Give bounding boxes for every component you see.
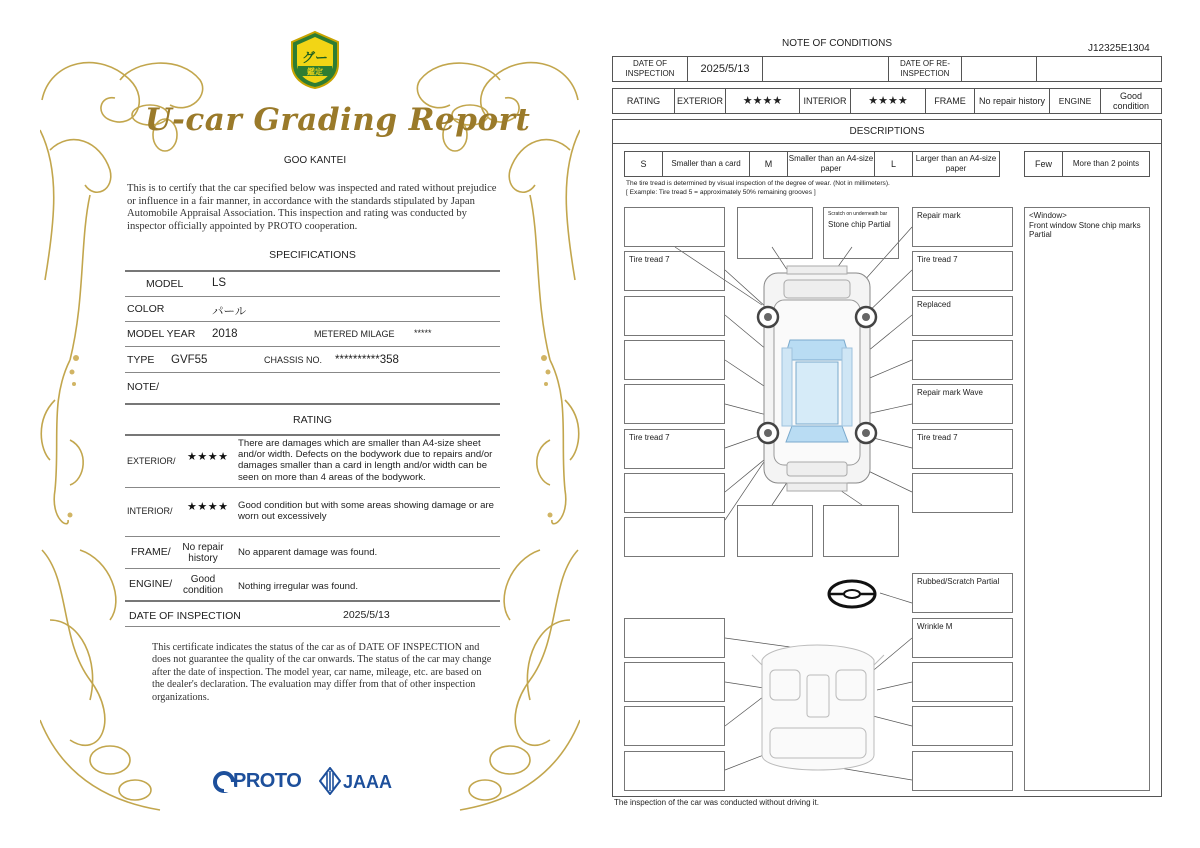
metered-mileage-value: *****	[414, 328, 432, 338]
jaaa-logo-text: JAAA	[343, 772, 393, 792]
model-label: MODEL	[146, 278, 184, 290]
note-box	[624, 207, 725, 247]
note-box: Repair mark	[912, 207, 1013, 247]
svg-text:グー: グー	[301, 51, 329, 66]
interior-label: INTERIOR	[799, 88, 851, 114]
note-box	[624, 340, 725, 380]
note-box: Tire tread 7	[912, 251, 1013, 291]
divider	[125, 434, 500, 436]
interior-stars: ★★★★	[850, 88, 926, 114]
window-note-text: Front window Stone chip marks Partial	[1029, 220, 1141, 239]
color-label: COLOR	[127, 303, 165, 315]
frame-label: FRAME/	[131, 546, 171, 558]
rating-heading: RATING	[293, 414, 332, 426]
note-box	[823, 207, 899, 259]
reinspection-value	[961, 56, 1037, 82]
divider	[125, 487, 500, 488]
date-of-inspection-value: 2025/5/13	[343, 609, 390, 621]
note-box	[624, 706, 725, 746]
divider	[125, 296, 500, 297]
frame-description: No apparent damage was found.	[238, 547, 378, 558]
legend-few-code: Few	[1024, 151, 1063, 177]
legend-s-code: S	[624, 151, 663, 177]
exterior-stars: ★★★★	[187, 450, 229, 463]
exterior-label: EXTERIOR/	[127, 456, 176, 466]
note-box: Tire tread 7	[624, 429, 725, 469]
model-year-label: MODEL YEAR	[127, 328, 196, 340]
divider	[125, 403, 500, 405]
engine-description: Nothing irregular was found.	[238, 581, 358, 592]
engine-value: Good condition	[182, 574, 224, 597]
note-box	[624, 662, 725, 702]
note-box	[912, 662, 1013, 702]
legend-l-text: Larger than an A4-size paper	[912, 151, 1000, 177]
blank-cell	[762, 56, 889, 82]
date-of-inspection-label: DATE OF INSPECTION	[612, 56, 688, 82]
model-value: LS	[212, 277, 227, 289]
legend-s-text: Smaller than a card	[662, 151, 750, 177]
specifications-heading: SPECIFICATIONS	[269, 249, 356, 261]
frame-value: No repair history	[974, 88, 1050, 114]
color-value: パール	[212, 306, 247, 318]
divider	[125, 536, 500, 537]
note-box	[912, 706, 1013, 746]
metered-mileage-label: METERED MILAGE	[314, 329, 395, 339]
exterior-label: EXTERIOR	[674, 88, 726, 114]
divider	[125, 568, 500, 569]
note-box	[912, 473, 1013, 513]
date-of-inspection-label: DATE OF INSPECTION	[129, 610, 241, 622]
engine-label: ENGINE	[1049, 88, 1101, 114]
chassis-value: **********358	[335, 354, 399, 366]
date-of-inspection-value: 2025/5/13	[687, 56, 763, 82]
window-note-box	[1024, 207, 1150, 791]
steering-wheel-icon	[829, 581, 875, 607]
jaaa-logo-icon	[319, 767, 341, 795]
divider	[125, 372, 500, 373]
note-box: Wrinkle M	[912, 618, 1013, 658]
legend-few-text: More than 2 points	[1062, 151, 1150, 177]
note-box: Tire tread 7	[912, 429, 1013, 469]
blank-cell	[1036, 56, 1162, 82]
tire-note-2: [ Example: Tire tread 5 = approximately 50% remaining grooves ]	[626, 189, 816, 196]
rating-label: RATING	[612, 88, 675, 114]
proto-logo-text: PROTO	[233, 770, 302, 792]
grading-certificate	[40, 20, 580, 830]
note-box	[624, 751, 725, 791]
type-value: GVF55	[171, 354, 208, 366]
divider	[125, 270, 500, 272]
interior-stars: ★★★★	[187, 500, 229, 513]
engine-value: Good condition	[1100, 88, 1162, 114]
note-box	[823, 505, 899, 557]
note-box	[624, 296, 725, 336]
divider	[125, 626, 500, 627]
frame-label: FRAME	[925, 88, 975, 114]
exterior-stars: ★★★★	[725, 88, 800, 114]
certificate-subtitle: GOO KANTEI	[283, 155, 347, 166]
certificate-title: U-car Grading Report	[145, 102, 531, 138]
note-box	[737, 505, 813, 557]
goo-kantei-badge-icon	[288, 30, 342, 90]
legend-m-text: Smaller than an A4-size paper	[787, 151, 875, 177]
frame-value: No repair history	[182, 542, 224, 565]
note-box: Replaced	[912, 296, 1013, 336]
note-box: Rubbed/Scratch Partial	[912, 573, 1013, 613]
note-box	[624, 473, 725, 513]
note-box	[912, 340, 1013, 380]
window-note-title: <Window>	[1029, 211, 1067, 220]
descriptions-heading: DESCRIPTIONS	[612, 119, 1162, 144]
scratch-note: Scratch on underneath bar	[828, 211, 888, 217]
legend-m-code: M	[749, 151, 788, 177]
legend-l-code: L	[874, 151, 913, 177]
reinspection-label: DATE OF RE-INSPECTION	[888, 56, 962, 82]
note-box: Repair mark Wave	[912, 384, 1013, 424]
chassis-label: CHASSIS NO.	[264, 355, 323, 365]
model-year-value: 2018	[212, 328, 238, 340]
note-box	[624, 384, 725, 424]
svg-text:鑑定: 鑑定	[307, 67, 323, 77]
certification-statement: This is to certify that the car specified below was inspected and rated without prejudice or influence in a fair manner, in accordance with the standards stipulated by Japan Automobile Appraisal Association. This inspection and rating was conducted by inspector officially appointed by PROTO cooperation.	[127, 183, 497, 232]
type-label: TYPE	[127, 354, 155, 366]
note-box	[624, 517, 725, 557]
note-label: NOTE/	[127, 381, 160, 393]
note-box	[624, 618, 725, 658]
report-id: J12325E1304	[1088, 43, 1150, 54]
stone-chip-note: Stone chip Partial	[828, 220, 891, 229]
interior-description: Good condition but with some areas showing damage or are worn out excessively	[238, 500, 494, 523]
note-box	[912, 751, 1013, 791]
certificate-disclaimer: This certificate indicates the status of the car as of DATE OF INSPECTION and does not guarantee the quality of the car onwards. The status of the car may change after the date of inspection. The model year, car name, mileage, etc. are based on the dealer's declaration. The evaluation may differ from that of other inspection organizations.	[152, 642, 492, 703]
exterior-description: There are damages which are smaller than A4-size sheet and/or width. Defects on the bodywork due to repairs and/or damages smaller than a card in length and/or width can be seen on more than 4 areas of the bodywork.	[238, 438, 493, 483]
sheet-footer: The inspection of the car was conducted without driving it.	[614, 798, 819, 807]
note-box	[737, 207, 813, 259]
engine-label: ENGINE/	[129, 578, 173, 590]
sheet-title: NOTE OF CONDITIONS	[782, 38, 892, 49]
divider	[125, 346, 500, 347]
interior-label: INTERIOR/	[127, 506, 173, 516]
divider	[125, 321, 500, 322]
note-box: Tire tread 7	[624, 251, 725, 291]
divider	[125, 600, 500, 602]
tire-note-1: The tire tread is determined by visual inspection of the degree of wear. (Not in millimeters).	[626, 180, 890, 187]
